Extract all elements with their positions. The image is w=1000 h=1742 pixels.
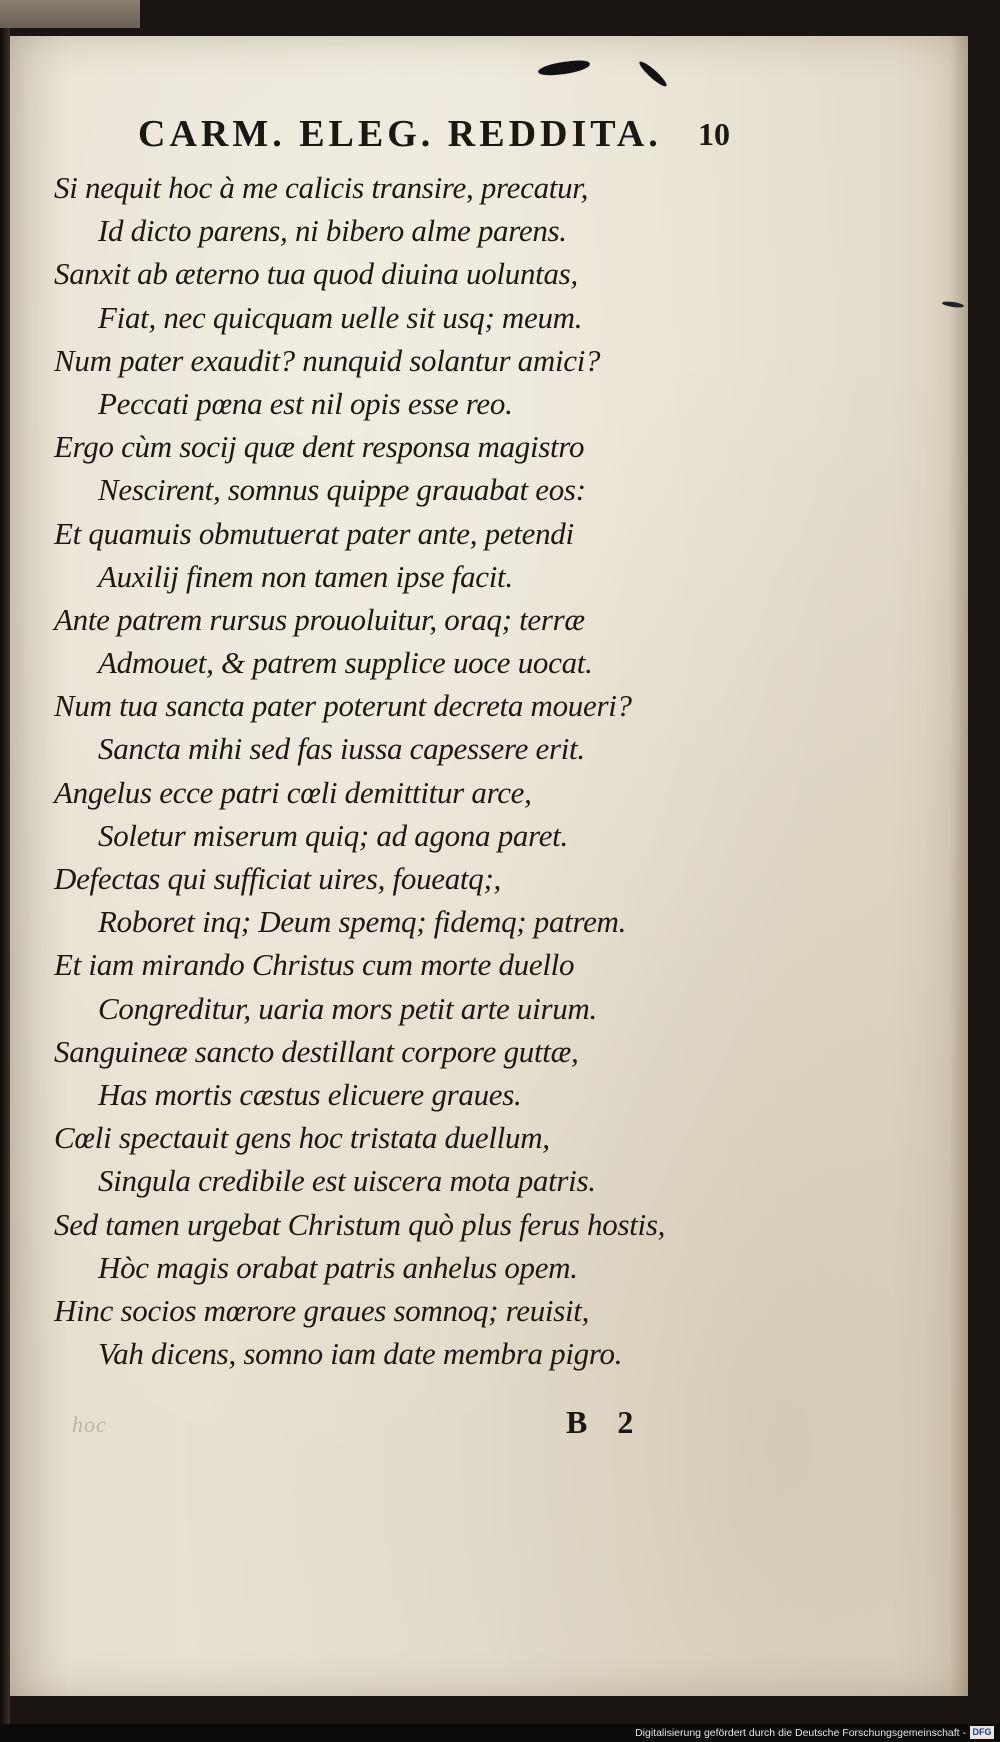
verse-line: Congreditur, uaria mors petit arte uirum. xyxy=(98,990,597,1026)
verse-line: Si nequit hoc à me calicis transire, precatur, xyxy=(54,170,589,205)
funding-credit: Digitalisierung gefördert durch die Deutsche Forschungsgemeinschaft - xyxy=(635,1727,966,1739)
book-binding-edge xyxy=(0,0,10,1742)
verse-line: Admouet, & patrem supplice uoce uocat. xyxy=(98,645,593,681)
verse-line: Et quamuis obmutuerat pater ante, petendi xyxy=(54,515,574,551)
signature-mark: B 2 xyxy=(566,1404,634,1440)
verse-line: Hòc magis orabat patris anhelus opem. xyxy=(98,1249,578,1285)
book-page xyxy=(10,36,968,1696)
verse-line: Vah dicens, somno iam date membra pigro. xyxy=(98,1336,623,1372)
verse-line: Id dicto parens, ni bibero alme parens. xyxy=(98,213,567,249)
verse-line: Cœli spectauit gens hoc tristata duellum, xyxy=(54,1120,550,1156)
verse-line: Ante patrem rursus prouoluitur, oraq; terræ xyxy=(54,601,585,637)
verse-line: Num tua sancta pater poterunt decreta moueri? xyxy=(54,688,632,724)
verse-line: Has mortis cæstus elicuere graues. xyxy=(98,1076,522,1112)
scan-background-strip xyxy=(0,0,140,28)
verse-line: Sancta mihi sed fas iussa capessere erit. xyxy=(98,731,585,767)
verse-line: Sanguineæ sancto destillant corpore guttæ, xyxy=(54,1033,579,1069)
verse-line: Num pater exaudit? nunquid solantur amici? xyxy=(54,342,601,378)
verse-line: Et iam mirando Christus cum morte duello xyxy=(54,947,575,983)
page-gutter-shadow xyxy=(950,36,968,1696)
verse-line: Soletur miserum quiq; ad agona paret. xyxy=(98,817,568,853)
verse-line: Singula credibile est uiscera mota patris. xyxy=(98,1163,596,1199)
verse-line: Sanxit ab æterno tua quod diuina uoluntas, xyxy=(54,256,578,292)
verse-line: Nescirent, somnus quippe grauabat eos: xyxy=(98,472,586,508)
ink-stroke-mark xyxy=(537,58,590,77)
verse-line: Peccati pœna est nil opis esse reo. xyxy=(98,385,513,421)
verse-line: Ergo cùm socij quæ dent responsa magistro xyxy=(54,429,585,465)
ink-stroke-mark xyxy=(637,59,669,89)
verse-line: Roboret inq; Deum spemq; fidemq; patrem. xyxy=(98,904,627,940)
verse-line: Defectas qui sufficiat uires, foueatq;, xyxy=(54,861,501,896)
running-head: CARM. ELEG. REDDITA. xyxy=(138,113,662,155)
verse-line: Auxilij finem non tamen ipse facit. xyxy=(98,558,513,594)
show-through-text: hoc xyxy=(72,1412,107,1437)
verse-line: Angelus ecce patri cœli demittitur arce, xyxy=(54,774,532,810)
verse-line: Sed tamen urgebat Christum quò plus ferus hostis, xyxy=(54,1206,666,1242)
verse-line: Hinc socios mœrore graues somnoq; reuisit, xyxy=(54,1292,590,1328)
dfg-logo-icon: DFG xyxy=(970,1726,994,1739)
verse-line: Fiat, nec quicquam uelle sit usq; meum. xyxy=(98,299,583,335)
folio-number: 10 xyxy=(698,116,730,152)
verse-block xyxy=(54,166,934,1375)
